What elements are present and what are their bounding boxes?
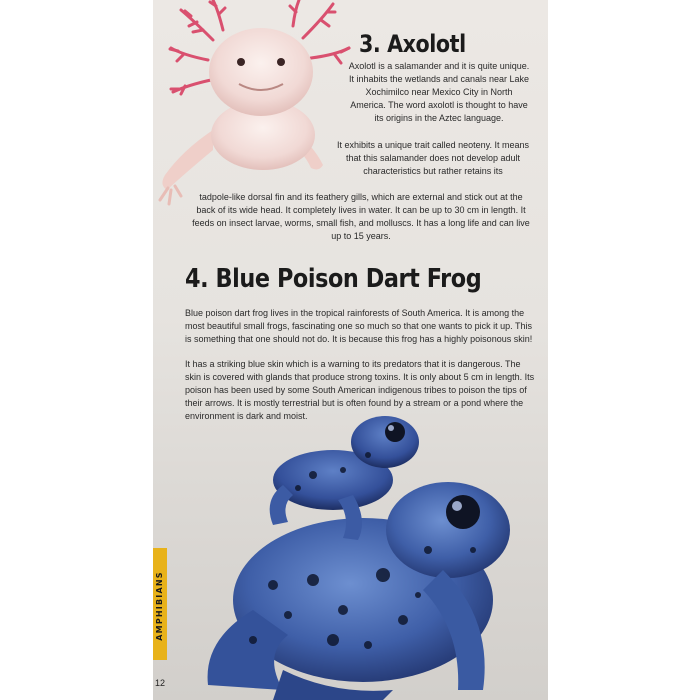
blue-poison-dart-frogs-image — [193, 400, 533, 700]
page-number: 12 — [154, 678, 165, 688]
axolotl-heading: 3. Axolotl — [359, 30, 466, 58]
axolotl-paragraph-2: It exhibits a unique trait called neoteny. It means that this salamander does not develop adult characteristics but rather retains its — [337, 140, 529, 177]
book-page — [153, 0, 548, 700]
section-side-tab-label: AMPHIBIANS — [155, 571, 164, 641]
axolotl-paragraph-1: Axolotl is a salamander and it is quite unique. It inhabits the wetlands and canals near Lake Xochimilco near Mexico City in North America. The word axolotl is thought to have its origins in the Aztec language. — [348, 61, 530, 124]
axolotl-paragraph-3: tadpole-like dorsal fin and its feathery gills, which are external and stick out at the back of its wide head. It completely lives in water. It can be up to 30 cm in length. It feeds on insect larvae, worms, small fish, and molluscs. It has a long life and can live up to 15 years. — [192, 192, 530, 242]
frog-paragraph-2: It has a striking blue skin which is a warning to its predators that it is dangerous. The skin is covered with glands that produce strong toxins. It is only about 5 cm in length. Its poison has been used by some South American indigenous tribes to poison the tips of their arrows. It is mostly terrestrial but is often found by a stream or a pond where the environment is dark and moist. — [185, 359, 535, 422]
frog-paragraph-1: Blue poison dart frog lives in the tropical rainforests of South America. It is among the most beautiful small frogs, fascinating one so much so that one wants to pick it up. This is something that one should not do. It is because this frog has a highly poisonous skin! — [185, 308, 533, 345]
frog-heading: 4. Blue Poison Dart Frog — [185, 264, 482, 294]
